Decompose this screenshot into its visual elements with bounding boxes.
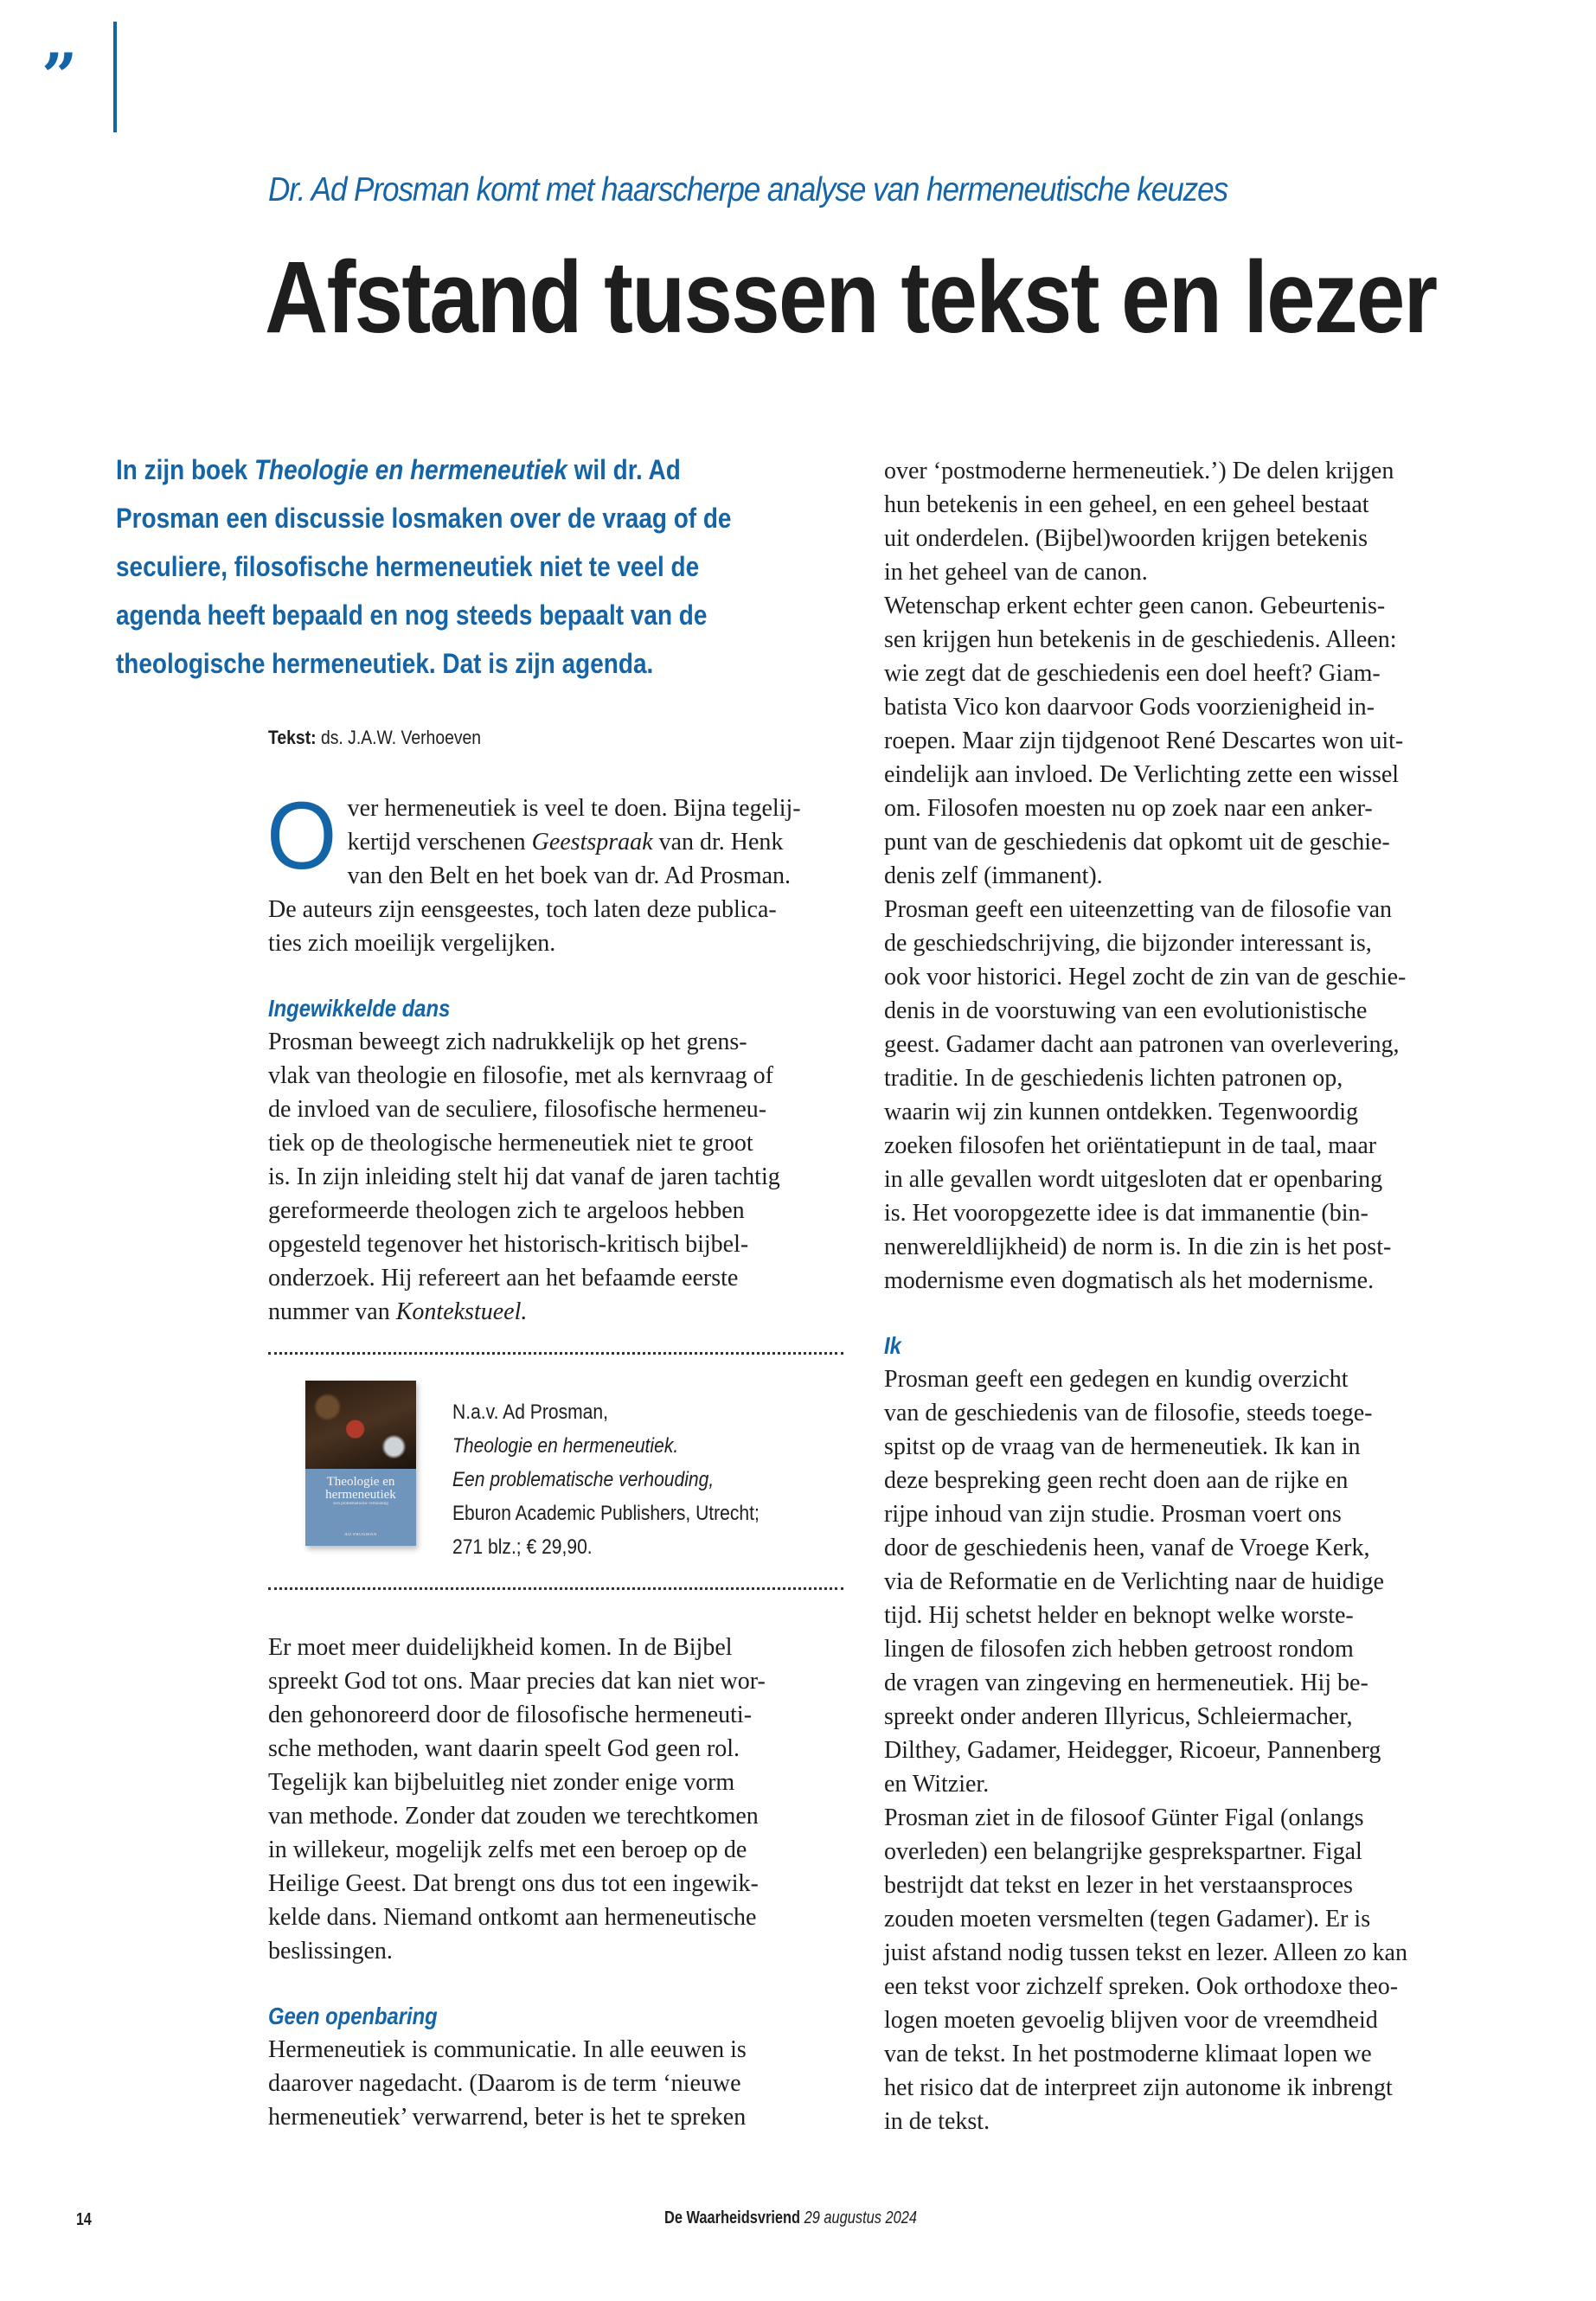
right-column-line: Prosman ziet in de filosoof Günter Figal (onlangs: [884, 1804, 1364, 1831]
right-column-line: nenwereldlijkheid) de norm is. In die zin is het post-: [884, 1234, 1392, 1260]
right-column-line: modernisme even dogmatisch als het modernisme.: [884, 1267, 1375, 1294]
book-info-subtitle: [452, 1463, 760, 1497]
publication-date: 29 augustus 2024: [800, 2208, 918, 2227]
intro-line-text: van den Belt en het boek van dr. Ad Prosman.: [347, 862, 792, 889]
right-column-line: bestrijdt dat tekst en lezer in het verstaansproces: [884, 1872, 1353, 1899]
right-column-line: juist afstand nodig tussen tekst en lezer. Alleen zo kan: [884, 1939, 1407, 1966]
right-column-line: rijpe inhoud van zijn studie. Prosman voert ons: [884, 1501, 1342, 1528]
cover-author: AD PROSMAN: [344, 1533, 377, 1537]
section1b-line: in willekeur, mogelijk zelfs met een beroep op de: [268, 1836, 747, 1863]
section2-paragraph: [268, 2033, 849, 2134]
right-column-line: een tekst voor zichzelf spreken. Ook orthodoxe theo-: [884, 1973, 1399, 2000]
intro-paragraph: [266, 783, 849, 960]
right-column-line: logen moeten gevoelig blijven voor de vreemdheid: [884, 2007, 1378, 2034]
book-cover-image: [305, 1381, 416, 1546]
section2-line: daarover nagedacht. (Daarom is de term ‘nieuwe: [268, 2070, 741, 2097]
section1b-line: Heilige Geest. Dat brengt ons dus tot een ingewik-: [268, 1870, 759, 1897]
intro-italic-title: Geestspraak: [531, 829, 653, 856]
book-info: [452, 1395, 760, 1564]
right-column-line: in de tekst.: [884, 2108, 990, 2135]
right-column-line: zouden moeten versmelten (tegen Gadamer). Er is: [884, 1906, 1371, 1932]
section1b-line: sche methoden, want daarin speelt God geen rol.: [268, 1735, 740, 1762]
right-column-line: batista Vico kon daarvoor Gods voorzienigheid in-: [884, 694, 1375, 721]
section1b-line: den gehonoreerd door de filosofische hermeneuti-: [268, 1702, 753, 1728]
right-column-line: in het geheel van de canon.: [884, 559, 1148, 586]
right-column-line: denis in de voorstuwing van een evolutionistische: [884, 997, 1368, 1024]
right-column-line: de vragen van zingeving en hermeneutiek. Hij be-: [884, 1670, 1368, 1696]
right-column-line: hun betekenis in een geheel, en een geheel bestaat: [884, 491, 1369, 518]
right-column-line: Wetenschap erkent echter geen canon. Gebeurtenis-: [884, 593, 1386, 619]
byline: [268, 727, 481, 749]
right-column-line: zoeken filosofen het oriëntatiepunt in de taal, maar: [884, 1132, 1377, 1159]
book-info-title: [452, 1429, 760, 1463]
section1b-paragraph: [268, 1631, 849, 1968]
right-column-line: om. Filosofen moesten nu op zoek naar een anker-: [884, 795, 1373, 822]
kicker: Dr. Ad Prosman komt met haarscherpe analyse van hermeneutische keuzes: [268, 171, 1228, 208]
section1b-line: kelde dans. Niemand ontkomt aan hermeneutische: [268, 1904, 757, 1931]
right-column-line: in alle gevallen wordt uitgesloten dat er openbaring: [884, 1166, 1383, 1193]
section1b-line: spreekt God tot ons. Maar precies dat kan niet wor-: [268, 1668, 766, 1695]
right-column-line: Prosman geeft een gedegen en kundig overzicht: [884, 1366, 1349, 1393]
section1b-line: Er moet meer duidelijkheid komen. In de Bijbel: [268, 1634, 733, 1661]
intro-line-text: ver hermeneutiek is veel te doen. Bijna tegelij-: [347, 795, 801, 822]
spacer: [268, 960, 849, 991]
right-column-line: Dilthey, Gadamer, Heidegger, Ricoeur, Pannenberg: [884, 1737, 1381, 1764]
subheading-ingewikkelde-dans: Ingewikkelde dans: [268, 995, 451, 1022]
book-info-author: N.a.v. Ad Prosman,: [452, 1400, 608, 1424]
section1-line: vlak van theologie en filosofie, met als kernvraag of: [268, 1062, 773, 1089]
right-paragraph-b: [884, 1362, 1465, 2138]
section2-line: Hermeneutiek is communicatie. In alle eeuwen is: [268, 2036, 747, 2063]
intro-line: [268, 792, 849, 825]
right-column-line: van de geschiedenis van de filosofie, steeds toege-: [884, 1400, 1373, 1426]
section1-line: Prosman beweegt zich nadrukkelijk op het grens-: [268, 1029, 747, 1055]
right-column-line: het risico dat de interpreet zijn autonome ik inbrengt: [884, 2074, 1393, 2101]
section1b-line: Tegelijk kan bijbeluitleg niet zonder enige vorm: [268, 1769, 735, 1796]
right-column-line: eindelijk aan invloed. De Verlichting zette een wissel: [884, 761, 1400, 788]
intro-line: [268, 825, 849, 859]
right-column-line: de geschiedschrijving, die bijzonder interessant is,: [884, 930, 1372, 957]
section1-line: [268, 1295, 849, 1329]
page-title: Afstand tussen tekst en lezer: [265, 240, 1437, 355]
lead-text-1: In zijn boek: [116, 454, 254, 485]
right-column-line: denis zelf (immanent).: [884, 862, 1103, 889]
right-column-line: is. Het vooropgezette idee is dat immanentie (bin-: [884, 1200, 1368, 1227]
left-column-bottom: [268, 1631, 849, 2134]
section1-line: de invloed van de seculiere, filosofische hermeneu-: [268, 1096, 767, 1123]
right-column-line: deze bespreking geen recht doen aan de rijke en: [884, 1467, 1349, 1494]
journal-title: Kontekstueel.: [395, 1298, 528, 1325]
intro-line-text: van dr. Henk: [652, 829, 784, 856]
intro-line-text: ties zich moeilijk vergelijken.: [268, 930, 556, 957]
dotted-divider-top: [268, 1352, 843, 1355]
section1b-line: van methode. Zonder dat zouden we terechtkomen: [268, 1803, 759, 1830]
spacer: [268, 1968, 849, 1999]
right-column-line: roepen. Maar zijn tijdgenoot René Descartes won uit-: [884, 727, 1404, 754]
cover-painting: [305, 1381, 416, 1469]
right-column-line: waarin wij zin kunnen ontdekken. Tegenwoordig: [884, 1099, 1359, 1125]
book-info-price: 271 blz.; € 29,90.: [452, 1535, 593, 1559]
drop-cap: O: [266, 783, 337, 889]
right-paragraph-a: [884, 454, 1465, 1298]
book-subtitle-italic: Een problematische verhouding,: [452, 1468, 715, 1491]
section1b-line: beslissingen.: [268, 1938, 393, 1965]
right-column-line: en Witzier.: [884, 1771, 990, 1798]
lead-text-2: wil dr. Ad Prosman een discussie losmaken over de vraag of de seculiere, filosofische hermeneutiek niet te veel de agenda heeft bepaald en nog steeds bepaalt van de theologische hermeneutiek. Dat is zijn agenda.: [116, 454, 732, 679]
byline-author: ds. J.A.W. Verhoeven: [316, 727, 482, 748]
byline-label: Tekst:: [268, 727, 317, 748]
section2-line: hermeneutiek’ verwarrend, beter is het te spreken: [268, 2104, 747, 2131]
right-column-line: via de Reformatie en de Verlichting naar de huidige: [884, 1568, 1384, 1595]
section1-line-text: nummer van: [268, 1298, 396, 1325]
quote-mark-icon: ”: [42, 39, 73, 112]
intro-line-text: kertijd verschenen: [347, 829, 532, 856]
cover-title: Theologie en hermeneutiek: [325, 1475, 396, 1502]
cover-subtitle: Een problematische verhouding: [333, 1502, 388, 1506]
right-column-line: ook voor historici. Hegel zocht de zin van de geschie-: [884, 964, 1407, 990]
section1-line: opgesteld tegenover het historisch-kritisch bijbel-: [268, 1231, 749, 1258]
right-column-line: sen krijgen hun betekenis in de geschiedenis. Alleen:: [884, 626, 1397, 653]
right-column: [884, 454, 1465, 2138]
right-column-line: uit onderdelen. (Bijbel)woorden krijgen betekenis: [884, 525, 1368, 552]
book-info-publisher: Eburon Academic Publishers, Utrecht;: [452, 1502, 760, 1525]
right-column-line: spitst op de vraag van de hermeneutiek. Ik kan in: [884, 1433, 1361, 1460]
lead-book-title: Theologie en hermeneutiek: [253, 454, 567, 485]
left-column-top: [266, 783, 849, 1329]
section1-line: is. In zijn inleiding stelt hij dat vanaf de jaren tachtig: [268, 1163, 780, 1190]
section1-line: onderzoek. Hij refereert aan het befaamde eerste: [268, 1265, 739, 1292]
right-column-line: door de geschiedenis heen, vanaf de Vroege Kerk,: [884, 1535, 1370, 1561]
subheading-ik: Ik: [884, 1332, 901, 1359]
dotted-divider-bottom: [268, 1587, 843, 1590]
right-column-line: over ‘postmoderne hermeneutiek.’) De delen krijgen: [884, 458, 1394, 484]
right-column-line: punt van de geschiedenis dat opkomt uit de geschie-: [884, 829, 1390, 856]
intro-line: [268, 859, 849, 893]
vertical-rule: [113, 22, 117, 132]
right-column-line: traditie. In de geschiedenis lichten patronen op,: [884, 1065, 1343, 1092]
section1-paragraph: [268, 1025, 849, 1329]
section1-line: tiek op de theologische hermeneutiek niet te groot: [268, 1130, 753, 1157]
right-column-line: van de tekst. In het postmoderne klimaat lopen we: [884, 2041, 1372, 2067]
lead-paragraph: [116, 445, 785, 688]
subheading-geen-openbaring: Geen openbaring: [268, 2003, 438, 2029]
page-number: 14: [76, 2210, 92, 2229]
publication-footer: [664, 2208, 917, 2228]
book-title-italic: Theologie en hermeneutiek.: [452, 1434, 679, 1458]
right-column-line: spreekt onder anderen Illyricus, Schleiermacher,: [884, 1703, 1353, 1730]
intro-line-text: De auteurs zijn eensgeestes, toch laten deze publica-: [268, 896, 777, 923]
right-column-line: Prosman geeft een uiteenzetting van de filosofie van: [884, 896, 1393, 923]
intro-line: [268, 893, 849, 926]
right-column-line: overleden) een belangrijke gesprekspartner. Figal: [884, 1838, 1362, 1865]
spacer: [884, 1298, 1465, 1329]
right-column-line: tijd. Hij schetst helder en beknopt welke worste-: [884, 1602, 1354, 1629]
publication-name: De Waarheidsvriend: [664, 2208, 801, 2227]
right-column-line: geest. Gadamer dacht aan patronen van overlevering,: [884, 1031, 1400, 1058]
section1-line: gereformeerde theologen zich te argeloos hebben: [268, 1197, 745, 1224]
right-column-line: lingen de filosofen zich hebben getroost rondom: [884, 1636, 1354, 1663]
right-column-line: wie zegt dat de geschiedenis een doel heeft? Giam-: [884, 660, 1381, 687]
intro-line: [268, 926, 849, 960]
